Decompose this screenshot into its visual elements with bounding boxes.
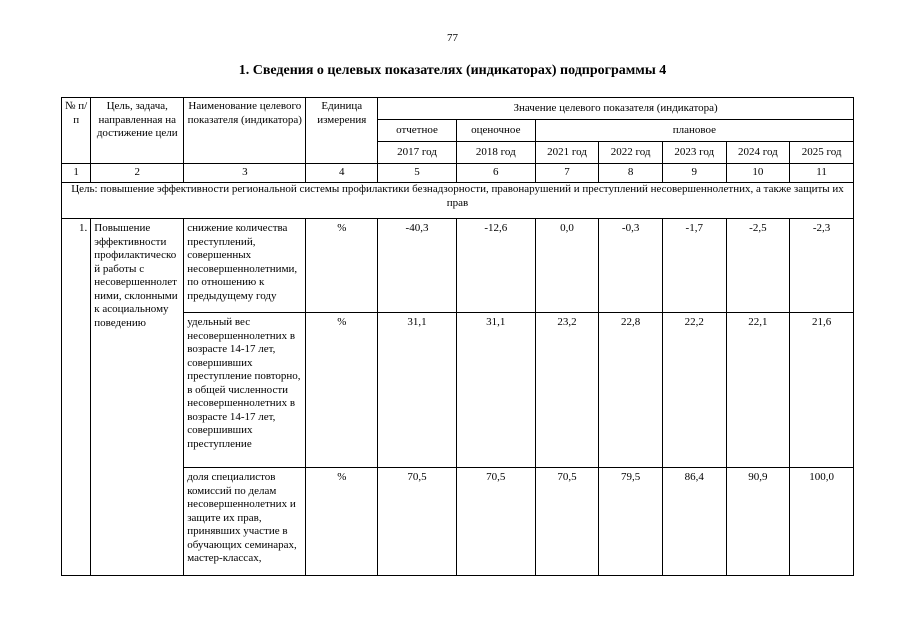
value-cell: -12,6	[456, 219, 535, 313]
indicator-name: удельный вес несовершеннолетних в возрасте 14-17 лет, совершивших преступление повторно, в общей численности несовершеннолетних в возрасте 14-17 лет, совершивших преступление	[184, 313, 306, 468]
page-number: 77	[447, 32, 458, 44]
value-cell: 21,6	[790, 313, 854, 468]
indicator-unit: %	[306, 219, 378, 313]
header-year: 2022 год	[599, 142, 663, 164]
header-year: 2017 год	[378, 142, 457, 164]
header-unit: Единица измерения	[306, 98, 378, 164]
column-number: 5	[378, 164, 457, 183]
header-estimated: оценочное	[456, 120, 535, 142]
indicator-name: доля специалистов комиссий по делам несовершеннолетних и защите их прав, принявших участие в обучающих семинарах, мастер-классах,	[184, 468, 306, 576]
value-cell: 31,1	[378, 313, 457, 468]
value-cell: 79,5	[599, 468, 663, 576]
goal-row: Цель: повышение эффективности региональной системы профилактики безнадзорности, правонарушений и преступлений несовершеннолетних, а также защиты их прав	[62, 183, 854, 219]
header-goal: Цель, задача, направленная на достижение цели	[91, 98, 184, 164]
column-number: 3	[184, 164, 306, 183]
value-cell: -0,3	[599, 219, 663, 313]
value-cell: 22,8	[599, 313, 663, 468]
header-year: 2024 год	[726, 142, 790, 164]
value-cell: 70,5	[535, 468, 599, 576]
value-cell: 70,5	[456, 468, 535, 576]
value-cell: -2,3	[790, 219, 854, 313]
header-year: 2023 год	[662, 142, 726, 164]
column-number: 1	[62, 164, 91, 183]
header-number: № п/п	[62, 98, 91, 164]
column-number: 6	[456, 164, 535, 183]
value-cell: 0,0	[535, 219, 599, 313]
header-year: 2018 год	[456, 142, 535, 164]
column-number: 9	[662, 164, 726, 183]
value-cell: 100,0	[790, 468, 854, 576]
value-cell: 22,2	[662, 313, 726, 468]
column-number: 7	[535, 164, 599, 183]
column-number: 8	[599, 164, 663, 183]
value-cell: 70,5	[378, 468, 457, 576]
value-cell: 23,2	[535, 313, 599, 468]
header-year: 2021 год	[535, 142, 599, 164]
column-number: 2	[91, 164, 184, 183]
indicator-unit: %	[306, 313, 378, 468]
value-cell: 22,1	[726, 313, 790, 468]
indicator-unit: %	[306, 468, 378, 576]
value-cell: 31,1	[456, 313, 535, 468]
header-indicator: Наименование целевого показателя (индикатора)	[184, 98, 306, 164]
value-cell: 86,4	[662, 468, 726, 576]
value-cell: 90,9	[726, 468, 790, 576]
document-title: 1. Сведения о целевых показателях (индикаторах) подпрограммы 4	[238, 63, 667, 78]
column-number: 4	[306, 164, 378, 183]
column-number: 10	[726, 164, 790, 183]
value-cell: -1,7	[662, 219, 726, 313]
column-number-row	[62, 164, 854, 183]
indicator-name: снижение количества преступлений, совершенных несовершеннолетними, по отношению к предыдущему году	[184, 219, 306, 313]
column-number: 11	[790, 164, 854, 183]
header-year: 2025 год	[790, 142, 854, 164]
task-text: Повышение эффективности профилактической работы с несовершеннолетними, склонными к асоциальному поведению	[91, 219, 184, 576]
value-cell: -40,3	[378, 219, 457, 313]
target-indicators-table	[61, 97, 854, 576]
header-planned: плановое	[535, 120, 853, 142]
header-value-group: Значение целевого показателя (индикатора)	[378, 98, 854, 120]
value-cell: -2,5	[726, 219, 790, 313]
header-reported: отчетное	[378, 120, 457, 142]
task-number: 1.	[62, 219, 91, 576]
table-row	[62, 219, 854, 313]
